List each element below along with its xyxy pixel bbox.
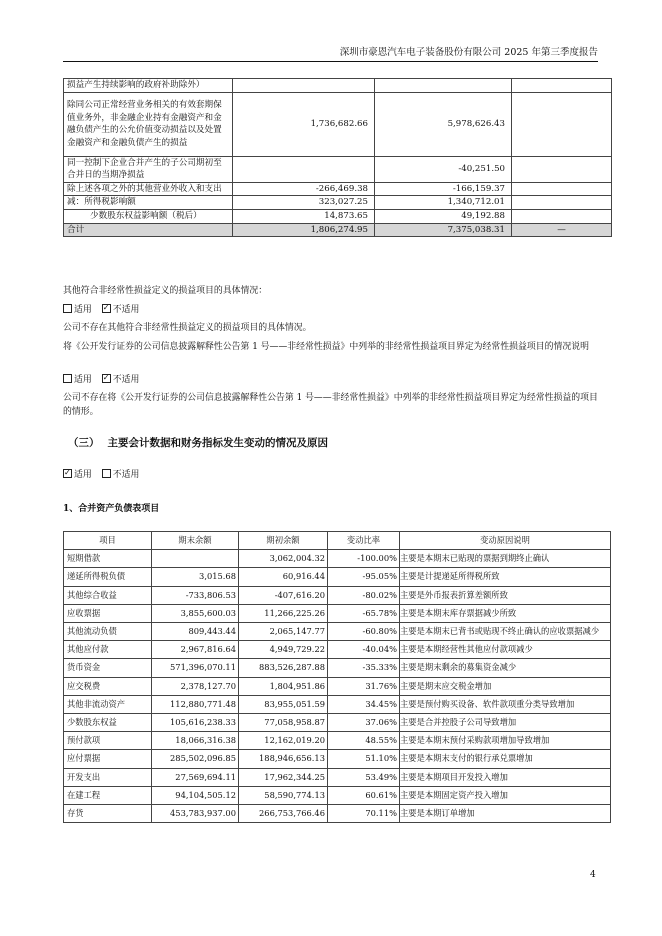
cell-current [233,79,375,93]
cell-end-balance: 3,015.68 [152,568,239,586]
cell-ytd [375,79,512,93]
cell-item: 除上述各项之外的其他营业外收入和支出 [64,182,233,196]
balance-sheet-changes-table [63,531,611,823]
cell-end-balance [152,550,239,568]
table-row [64,750,611,768]
cell-begin-balance: 60,916.44 [239,568,328,586]
cell-reason: 主要是预付购买设备、软件款项重分类导致增加 [400,695,611,713]
cell-begin-balance: 83,955,051.59 [239,695,328,713]
cell-note: — [512,223,612,237]
table-row [64,604,611,622]
cell-item: 减：所得税影响额 [64,196,233,210]
cell-begin-balance: 883,526,287.88 [239,659,328,677]
cell-item: 少数股东权益影响额（税后） [64,209,233,223]
cell-end-balance: 3,855,600.03 [152,604,239,622]
cell-change-rate: 31.76% [328,677,400,695]
cell-change-rate: -40.04% [328,641,400,659]
cell-end-balance: 453,783,937.00 [152,805,239,823]
table-row [64,805,611,823]
cell-reason: 主要是本期末已背书或贴现不终止确认的应收票据减少 [400,623,611,641]
cell-item: 同一控制下企业合并产生的子公司期初至合并日的当期净损益 [64,156,233,182]
non-recurring-table [63,78,612,237]
cell-begin-balance: 3,062,004.32 [239,550,328,568]
table-row [64,196,612,210]
cell-item: 除同公司正常经营业务相关的有效套期保值业务外，非金融企业持有金融资产和金融负债产生的公允价值变动损益以及处置金融资产和金融负债产生的损益 [64,92,233,156]
cell-note [512,196,612,210]
cell-item: 递延所得税负债 [64,568,152,586]
column-header: 期初余额 [239,532,328,550]
cell-change-rate: 37.06% [328,714,400,732]
cell-item: 其他非流动资产 [64,695,152,713]
cell-reason: 主要是计提递延所得税所致 [400,568,611,586]
cell-current: 323,027.25 [233,196,375,210]
cell-ytd: 1,340,712.01 [375,196,512,210]
cell-item: 合计 [64,223,233,237]
table-row [64,641,611,659]
checkbox-applicable [63,304,72,313]
cell-change-rate: 48.55% [328,732,400,750]
cell-reason: 主要是本期固定资产投入增加 [400,786,611,804]
cell-end-balance: 18,066,316.38 [152,732,239,750]
cell-item: 其他综合收益 [64,586,152,604]
cell-item: 短期借款 [64,550,152,568]
cell-change-rate: 53.49% [328,768,400,786]
cell-reason: 主要是期末应交税金增加 [400,677,611,695]
column-header: 变动比率 [328,532,400,550]
cell-begin-balance: 266,753,766.46 [239,805,328,823]
table-row [64,182,612,196]
cell-reason: 主要是外币报表折算差额所致 [400,586,611,604]
cell-end-balance: 571,396,070.11 [152,659,239,677]
cell-item: 其他应付款 [64,641,152,659]
cell-change-rate: -100.00% [328,550,400,568]
cell-ytd: -166,159.37 [375,182,512,196]
cell-reason: 主要是本期末已贴现的票据到期终止确认 [400,550,611,568]
cell-item: 应收票据 [64,604,152,622]
para-reclass-note: 将《公开发行证券的公司信息披露解释性公告第 1 号——非经常性损益》中列举的非经常性损益项目界定为经常性损益项目的情况说明 [63,342,590,352]
cell-ytd: 49,192.88 [375,209,512,223]
cell-note [512,156,612,182]
table-row [64,586,611,604]
cell-current: 1,806,274.95 [233,223,375,237]
cell-current [233,156,375,182]
table-row [64,659,611,677]
cell-item: 存货 [64,805,152,823]
cell-note [512,209,612,223]
cell-item: 预付款项 [64,732,152,750]
check-group-3: ✓适用 不适用 [63,468,139,482]
cell-note [512,79,612,93]
cell-ytd: 5,978,626.43 [375,92,512,156]
cell-item: 开发支出 [64,768,152,786]
cell-current: 1,736,682.66 [233,92,375,156]
column-header: 项目 [64,532,152,550]
cell-reason: 主要是本期末预付采购款项增加导致增加 [400,732,611,750]
cell-item: 其他流动负债 [64,623,152,641]
cell-reason: 主要是本期项目开发投入增加 [400,768,611,786]
table-row [64,677,611,695]
cell-reason: 主要是本期末库存票据减少所致 [400,604,611,622]
cell-reason: 主要是合并控股子公司导致增加 [400,714,611,732]
cell-begin-balance: 58,590,774.13 [239,786,328,804]
table-row [64,92,612,156]
cell-end-balance: 94,104,505.12 [152,786,239,804]
cell-reason: 主要是本期末支付的银行承兑票增加 [400,750,611,768]
checkbox-not-applicable [102,304,111,313]
table-row [64,768,611,786]
cell-change-rate: -60.80% [328,623,400,641]
table-row [64,79,612,93]
cell-end-balance: -733,806.53 [152,586,239,604]
cell-item: 应付票据 [64,750,152,768]
cell-end-balance: 809,443.44 [152,623,239,641]
cell-note [512,182,612,196]
cell-ytd: -40,251.50 [375,156,512,182]
checkbox-not-applicable [102,374,111,383]
table-row [64,786,611,804]
cell-end-balance: 285,502,096.85 [152,750,239,768]
table-row [64,209,612,223]
cell-current: 14,873.65 [233,209,375,223]
column-header: 变动原因说明 [400,532,611,550]
table-row [64,568,611,586]
table-row [64,714,611,732]
cell-begin-balance: 2,065,147.77 [239,623,328,641]
check-group-2: 适用✓ 不适用 [63,373,139,387]
table-row [64,695,611,713]
cell-reason: 主要是本期订单增加 [400,805,611,823]
cell-change-rate: 70.11% [328,805,400,823]
checkbox-not-applicable [102,469,111,478]
para-other-items: 其他符合非经常性损益定义的损益项目的具体情况： [63,286,268,296]
cell-ytd: 7,375,038.31 [375,223,512,237]
report-header: 深圳市豪恩汽车电子装备股份有限公司 2025 年第三季度报告 [63,44,598,62]
cell-item: 损益产生持续影响的政府补助除外） [64,79,233,93]
cell-end-balance: 105,616,238.33 [152,714,239,732]
table-row [64,550,611,568]
cell-begin-balance: 17,962,344.25 [239,768,328,786]
cell-begin-balance: 4,949,729.22 [239,641,328,659]
cell-begin-balance: 1,804,951.86 [239,677,328,695]
table-row [64,732,611,750]
cell-begin-balance: -407,616.20 [239,586,328,604]
cell-end-balance: 112,880,771.48 [152,695,239,713]
cell-end-balance: 2,967,816.64 [152,641,239,659]
cell-change-rate: -35.33% [328,659,400,677]
check-group-1: 适用✓ 不适用 [63,303,139,317]
section-3-title: （三） 主要会计数据和财务指标发生变动的情况及原因 [68,437,328,449]
column-header: 期末余额 [152,532,239,550]
cell-item: 货币资金 [64,659,152,677]
cell-item: 应交税费 [64,677,152,695]
cell-item: 少数股东权益 [64,714,152,732]
cell-change-rate: 60.61% [328,786,400,804]
cell-change-rate: -80.02% [328,586,400,604]
cell-begin-balance: 12,162,019.20 [239,732,328,750]
cell-current: -266,469.38 [233,182,375,196]
para-no-reclass: 公司不存在将《公开发行证券的公司信息披露解释性公告第 1 号——非经常性损益》中列举的非经常性损益项目界定为经常性损益的项目的情形。 [63,393,598,417]
para-no-other-items: 公司不存在其他符合非经常性损益定义的损益项目的具体情况。 [63,323,312,333]
cell-begin-balance: 77,058,958.87 [239,714,328,732]
checkbox-applicable [63,374,72,383]
cell-note [512,92,612,156]
cell-end-balance: 2,378,127.70 [152,677,239,695]
cell-change-rate: -95.05% [328,568,400,586]
cell-change-rate: 34.45% [328,695,400,713]
table-row [64,223,612,237]
page-number: 4 [590,870,596,880]
cell-change-rate: 51.10% [328,750,400,768]
cell-item: 在建工程 [64,786,152,804]
checkbox-applicable [63,469,72,478]
cell-reason: 主要是期末剩余的募集资金减少 [400,659,611,677]
cell-change-rate: -65.78% [328,604,400,622]
cell-end-balance: 27,569,694.11 [152,768,239,786]
table-row [64,156,612,182]
table-row [64,623,611,641]
cell-begin-balance: 11,266,225.26 [239,604,328,622]
cell-begin-balance: 188,946,656.13 [239,750,328,768]
cell-reason: 主要是本期经营性其他应付款项减少 [400,641,611,659]
subsection-balance-sheet-title: 1、合并资产负债表项目 [63,504,160,514]
